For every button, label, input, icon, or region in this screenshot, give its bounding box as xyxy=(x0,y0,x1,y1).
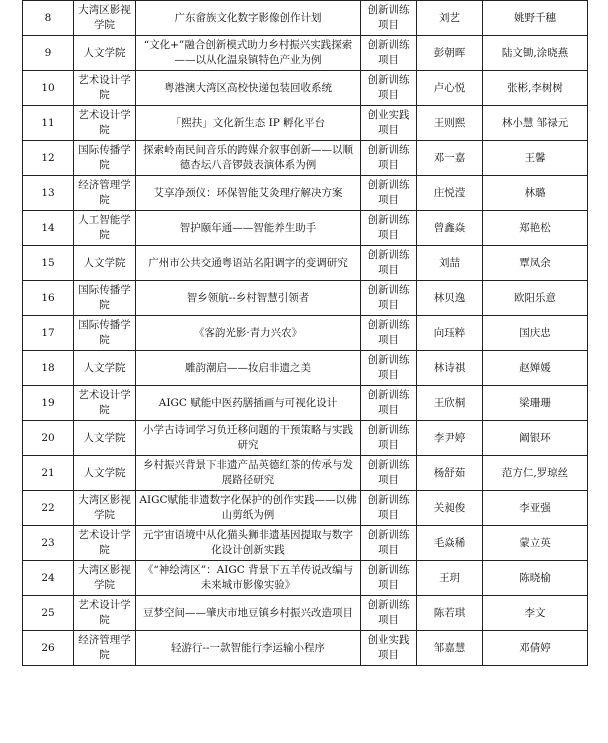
row-number: 19 xyxy=(23,386,74,421)
members-cell: 李亚强 xyxy=(483,491,588,526)
leader-cell: 曾鑫焱 xyxy=(417,211,483,246)
project-type-cell: 创新训练项目 xyxy=(361,456,417,491)
project-name-cell: 豆梦空间——肇庆市地豆镇乡村振兴改造项目 xyxy=(136,596,361,631)
project-name-cell: 《客韵光影·青力兴农》 xyxy=(136,316,361,351)
college-cell: 人文学院 xyxy=(74,246,136,281)
project-type-cell: 创新训练项目 xyxy=(361,561,417,596)
members-cell: 姚野千穗 xyxy=(483,1,588,36)
table-row xyxy=(23,71,588,106)
members-cell: 王馨 xyxy=(483,141,588,176)
leader-cell: 卢心悦 xyxy=(417,71,483,106)
college-cell: 人文学院 xyxy=(74,421,136,456)
leader-cell: 刘艺 xyxy=(417,1,483,36)
table-row xyxy=(23,281,588,316)
project-type-cell: 创新训练项目 xyxy=(361,281,417,316)
table-row xyxy=(23,246,588,281)
college-cell: 大湾区影视学院 xyxy=(74,1,136,36)
members-cell: 范方仁,罗琼丝 xyxy=(483,456,588,491)
leader-cell: 邓一嘉 xyxy=(417,141,483,176)
members-cell: 赵婵媛 xyxy=(483,351,588,386)
table-row xyxy=(23,631,588,666)
project-name-cell: 雕韵潮启——妆启非遗之美 xyxy=(136,351,361,386)
table-row xyxy=(23,1,588,36)
project-name-cell: 元宇宙语境中从化猫头狮非遗基因提取与数字化设计创新实践 xyxy=(136,526,361,561)
leader-cell: 王欣桐 xyxy=(417,386,483,421)
leader-cell: 毛焱稀 xyxy=(417,526,483,561)
project-type-cell: 创新训练项目 xyxy=(361,211,417,246)
project-name-cell: AIGC赋能非遗数字化保护的创作实践——以佛山剪纸为例 xyxy=(136,491,361,526)
project-type-cell: 创新训练项目 xyxy=(361,141,417,176)
members-cell: 国庆忠 xyxy=(483,316,588,351)
row-number: 8 xyxy=(23,1,74,36)
leader-cell: 庄悦滢 xyxy=(417,176,483,211)
leader-cell: 林诗祺 xyxy=(417,351,483,386)
leader-cell: 彭朝晖 xyxy=(417,36,483,71)
members-cell: 覃凤余 xyxy=(483,246,588,281)
row-number: 23 xyxy=(23,526,74,561)
project-type-cell: 创新训练项目 xyxy=(361,491,417,526)
members-cell: 李文 xyxy=(483,596,588,631)
college-cell: 艺术设计学院 xyxy=(74,526,136,561)
table-row xyxy=(23,561,588,596)
college-cell: 艺术设计学院 xyxy=(74,71,136,106)
project-name-cell: 粤港澳大湾区高校快递包装回收系统 xyxy=(136,71,361,106)
project-name-cell: 《“神绘湾区”：AIGC 背景下五羊传说改编与未来城市影像实验》 xyxy=(136,561,361,596)
table-row xyxy=(23,141,588,176)
members-cell: 陆文锄,涂晓燕 xyxy=(483,36,588,71)
project-type-cell: 创新训练项目 xyxy=(361,526,417,561)
college-cell: 国际传播学院 xyxy=(74,281,136,316)
project-type-cell: 创新训练项目 xyxy=(361,316,417,351)
row-number: 11 xyxy=(23,106,74,141)
table-row xyxy=(23,526,588,561)
college-cell: 艺术设计学院 xyxy=(74,106,136,141)
project-name-cell: AIGC 赋能中医药膳插画与可视化设计 xyxy=(136,386,361,421)
table-row xyxy=(23,386,588,421)
project-type-cell: 创新训练项目 xyxy=(361,36,417,71)
table-row xyxy=(23,106,588,141)
table-row xyxy=(23,351,588,386)
project-type-cell: 创新训练项目 xyxy=(361,71,417,106)
row-number: 17 xyxy=(23,316,74,351)
members-cell: 邓倩婷 xyxy=(483,631,588,666)
college-cell: 艺术设计学院 xyxy=(74,386,136,421)
members-cell: 林璐 xyxy=(483,176,588,211)
row-number: 10 xyxy=(23,71,74,106)
project-type-cell: 创新训练项目 xyxy=(361,596,417,631)
row-number: 20 xyxy=(23,421,74,456)
row-number: 22 xyxy=(23,491,74,526)
college-cell: 大湾区影视学院 xyxy=(74,491,136,526)
project-name-cell: 探索岭南民间音乐的跨媒介叙事创新——以顺德杏坛八音锣鼓表演体系为例 xyxy=(136,141,361,176)
row-number: 25 xyxy=(23,596,74,631)
project-type-cell: 创新训练项目 xyxy=(361,176,417,211)
project-name-cell: 广东畲族文化数字影像创作计划 xyxy=(136,1,361,36)
project-type-cell: 创新训练项目 xyxy=(361,246,417,281)
leader-cell: 杨舒茹 xyxy=(417,456,483,491)
members-cell: 郑艳松 xyxy=(483,211,588,246)
row-number: 16 xyxy=(23,281,74,316)
members-cell: 蒙立英 xyxy=(483,526,588,561)
project-table-body xyxy=(23,1,588,666)
leader-cell: 王则熙 xyxy=(417,106,483,141)
college-cell: 经济管理学院 xyxy=(74,631,136,666)
table-row xyxy=(23,36,588,71)
project-name-cell: 智护颐年通——智能养生助手 xyxy=(136,211,361,246)
row-number: 24 xyxy=(23,561,74,596)
leader-cell: 王玥 xyxy=(417,561,483,596)
row-number: 15 xyxy=(23,246,74,281)
project-type-cell: 创业实践项目 xyxy=(361,106,417,141)
table-row xyxy=(23,211,588,246)
project-name-cell: 智乡领航--乡村智慧引领者 xyxy=(136,281,361,316)
table-row xyxy=(23,596,588,631)
project-type-cell: 创新训练项目 xyxy=(361,386,417,421)
leader-cell: 刘喆 xyxy=(417,246,483,281)
project-name-cell: 小学古诗词学习负迁移问题的干预策略与实践研究 xyxy=(136,421,361,456)
members-cell: 梁珊珊 xyxy=(483,386,588,421)
leader-cell: 林贝逸 xyxy=(417,281,483,316)
project-name-cell: 轻游行--一款智能行李运输小程序 xyxy=(136,631,361,666)
members-cell: 欧阳乐意 xyxy=(483,281,588,316)
college-cell: 人文学院 xyxy=(74,456,136,491)
members-cell: 林小慧 邹禄元 xyxy=(483,106,588,141)
row-number: 13 xyxy=(23,176,74,211)
leader-cell: 李尹婷 xyxy=(417,421,483,456)
project-type-cell: 创新训练项目 xyxy=(361,351,417,386)
college-cell: 人工智能学院 xyxy=(74,211,136,246)
project-list-table xyxy=(22,0,588,666)
college-cell: 人文学院 xyxy=(74,36,136,71)
leader-cell: 邹嘉慧 xyxy=(417,631,483,666)
leader-cell: 向珏粹 xyxy=(417,316,483,351)
row-number: 14 xyxy=(23,211,74,246)
project-type-cell: 创业实践项目 xyxy=(361,631,417,666)
table-row xyxy=(23,176,588,211)
college-cell: 经济管理学院 xyxy=(74,176,136,211)
project-name-cell: 广州市公共交通粤语站名阳调字的变调研究 xyxy=(136,246,361,281)
leader-cell: 陈若琪 xyxy=(417,596,483,631)
project-name-cell: “文化+”融合创新模式助力乡村振兴实践探索——以从化温泉镇特色产业为例 xyxy=(136,36,361,71)
college-cell: 大湾区影视学院 xyxy=(74,561,136,596)
table-row xyxy=(23,421,588,456)
table-row xyxy=(23,316,588,351)
project-type-cell: 创新训练项目 xyxy=(361,1,417,36)
college-cell: 人文学院 xyxy=(74,351,136,386)
row-number: 21 xyxy=(23,456,74,491)
project-name-cell: 乡村振兴背景下非遗产品英德红茶的传承与发展路径研究 xyxy=(136,456,361,491)
row-number: 18 xyxy=(23,351,74,386)
row-number: 26 xyxy=(23,631,74,666)
college-cell: 国际传播学院 xyxy=(74,141,136,176)
row-number: 9 xyxy=(23,36,74,71)
project-type-cell: 创新训练项目 xyxy=(361,421,417,456)
row-number: 12 xyxy=(23,141,74,176)
members-cell: 张彬,李树树 xyxy=(483,71,588,106)
leader-cell: 关昶俊 xyxy=(417,491,483,526)
college-cell: 艺术设计学院 xyxy=(74,596,136,631)
members-cell: 阚银环 xyxy=(483,421,588,456)
table-row xyxy=(23,491,588,526)
project-name-cell: 艾享净颈仪：环保智能艾灸理疗解决方案 xyxy=(136,176,361,211)
college-cell: 国际传播学院 xyxy=(74,316,136,351)
members-cell: 陈晓榆 xyxy=(483,561,588,596)
project-name-cell: 「熙扶」文化新生态 IP 孵化平台 xyxy=(136,106,361,141)
table-row xyxy=(23,456,588,491)
